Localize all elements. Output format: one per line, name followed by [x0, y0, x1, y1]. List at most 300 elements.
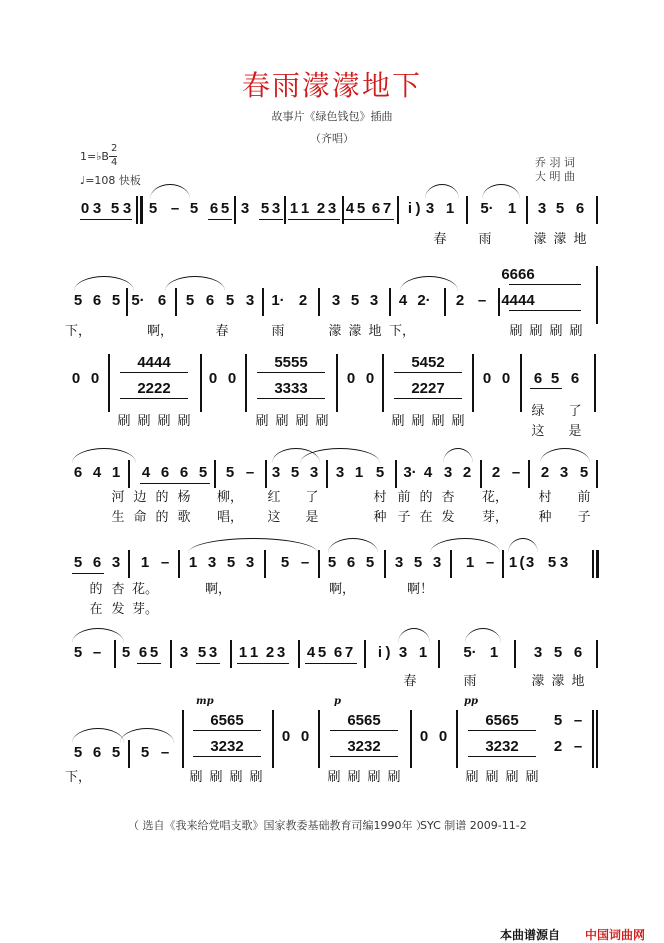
barline [514, 640, 516, 668]
lyric: 刷 [229, 770, 243, 785]
dynamic-p: p [334, 696, 341, 707]
note: 1 [418, 644, 428, 661]
note: 6 [157, 292, 167, 309]
barline [594, 354, 596, 412]
barline [265, 460, 267, 488]
note: 6 [371, 200, 381, 217]
lyric: 绿 [531, 404, 545, 419]
slur [443, 448, 473, 463]
note: 5 [550, 370, 560, 387]
beam [288, 219, 340, 220]
barline [170, 640, 172, 668]
lyric: 在 [89, 602, 103, 617]
beam [120, 398, 188, 399]
slur [425, 184, 459, 199]
rest: 0 [300, 728, 310, 745]
lyric: 地 [573, 232, 587, 247]
lyric: 刷 [505, 770, 519, 785]
chord-top: 4444 [137, 354, 171, 371]
note: 3 [276, 644, 286, 661]
note: 4 [306, 644, 316, 661]
barline [245, 354, 247, 412]
note: 5 [327, 554, 337, 571]
note: 3 [398, 644, 408, 661]
barline [336, 354, 338, 412]
lyric: 的 [89, 582, 103, 597]
chord-bottom: 2222 [137, 380, 171, 397]
note: 3 [271, 200, 281, 217]
rest: 0 [365, 370, 375, 387]
beam [80, 219, 132, 220]
note: 1 [300, 200, 310, 217]
note: 3 [537, 200, 547, 217]
lyric: 下， [388, 324, 416, 339]
lyric: 刷 [177, 414, 191, 429]
lyric: 种 [373, 510, 387, 525]
note: 7 [382, 200, 392, 217]
slur [72, 448, 136, 463]
beam [193, 730, 261, 731]
lyric: 啊， [328, 582, 356, 597]
note: 5 [189, 200, 199, 217]
rest: 0 [438, 728, 448, 745]
beam [193, 756, 261, 757]
note: 6 [179, 464, 189, 481]
lyric: 啊， [146, 324, 174, 339]
barline [397, 196, 399, 224]
note: 6 [92, 554, 102, 571]
lyric: 刷 [117, 414, 131, 429]
lyrics-line-5 [0, 506, 664, 528]
note: 5 [553, 712, 563, 729]
note: 3 [309, 464, 319, 481]
chord-top: 6565 [347, 712, 381, 729]
lyricist: 乔 羽 词 [535, 156, 575, 169]
note: 2 [316, 200, 326, 217]
lyrics-line-7 [0, 670, 664, 692]
note: 3 [369, 292, 379, 309]
lyric: 下， [64, 770, 92, 785]
time-signature-top: 2 [111, 143, 118, 154]
lyric: 刷 [411, 414, 425, 429]
note: 3 [425, 200, 435, 217]
lyric: 刷 [249, 770, 263, 785]
lyric: 刷 [387, 770, 401, 785]
note: 3 [533, 644, 543, 661]
note: 5 [197, 644, 207, 661]
barline [136, 196, 138, 224]
beam [330, 756, 398, 757]
note: 3 [245, 292, 255, 309]
lyric: 刷 [465, 770, 479, 785]
slur [150, 184, 190, 199]
chord-row-7 [0, 708, 664, 772]
note: 5 [111, 292, 121, 309]
lyric: 刷 [485, 770, 499, 785]
note: 3 [111, 554, 121, 571]
lyric: 刷 [157, 414, 171, 429]
note: – [160, 554, 170, 571]
chord-bottom: 2227 [411, 380, 445, 397]
beam [509, 310, 581, 311]
note: ( [519, 554, 525, 571]
lyric: 在 [419, 510, 433, 525]
note: i [377, 644, 383, 661]
rest: 0 [281, 728, 291, 745]
beam [305, 663, 357, 664]
note: 1 [445, 200, 455, 217]
note: 1 [289, 200, 299, 217]
repeat-barline [596, 550, 599, 578]
lyric: 刷 [569, 324, 583, 339]
note: 3 [245, 554, 255, 571]
note: 5 [555, 200, 565, 217]
chord-top: 6666 [501, 266, 535, 283]
note: 5 [110, 200, 120, 217]
lyric: 红 [267, 490, 281, 505]
note: 1 [111, 464, 121, 481]
lyric: 这 [531, 424, 545, 439]
barline [592, 550, 594, 578]
note: 5· [463, 644, 477, 661]
note: 5 [148, 200, 158, 217]
note: 5 [356, 200, 366, 217]
maker-credit: SYC 制谱 2009-11-2 [420, 819, 527, 832]
lyric: 濛 [553, 232, 567, 247]
lyric: 啊！ [406, 582, 434, 597]
note: 3 [335, 464, 345, 481]
lyric: 濛 [328, 324, 342, 339]
slur [540, 448, 590, 463]
barline [480, 460, 482, 488]
barline [128, 460, 130, 488]
subtitle: 故事片《绿色钱包》插曲 [271, 110, 393, 123]
chord-bottom: 3232 [210, 738, 244, 755]
lyric: 刷 [189, 770, 203, 785]
note: 2 [298, 292, 308, 309]
lyric: 子 [577, 510, 591, 525]
rest: 0 [71, 370, 81, 387]
beam [259, 219, 283, 220]
lyric: 唱， [216, 510, 244, 525]
note: 3 [122, 200, 132, 217]
lyric: 刷 [549, 324, 563, 339]
note: 6 [346, 554, 356, 571]
lyrics-line-8 [0, 766, 664, 788]
lyric: 命 [133, 510, 147, 525]
note: 5 [111, 744, 121, 761]
slur [465, 628, 501, 643]
beam [120, 372, 188, 373]
barline [230, 640, 232, 668]
beam [344, 219, 394, 220]
barline [108, 354, 110, 412]
barline [214, 460, 216, 488]
source-credit: （ 选自《我来给党唱支歌》国家教委基础教育司编1990年 ） [128, 819, 427, 832]
score-row-1 [0, 192, 664, 232]
repeat-barline [140, 196, 143, 224]
barline [178, 550, 180, 578]
barline [272, 710, 274, 768]
note: 5 [317, 644, 327, 661]
slur [482, 184, 520, 199]
barline [298, 640, 300, 668]
note: 2 [462, 464, 472, 481]
note: 3 [271, 464, 281, 481]
note: 5 [149, 644, 159, 661]
note: 2 [553, 738, 563, 755]
note: 3 [525, 554, 535, 571]
rest: 0 [346, 370, 356, 387]
note: 4 [345, 200, 355, 217]
note: 5 [73, 554, 83, 571]
lyric: 濛 [533, 232, 547, 247]
lyric: 刷 [451, 414, 465, 429]
note: 1 [465, 554, 475, 571]
barline [200, 354, 202, 412]
chord-top: 5555 [274, 354, 308, 371]
lyric: 的 [155, 510, 169, 525]
note: 1 [489, 644, 499, 661]
note: 6 [533, 370, 543, 387]
note: 1 [508, 554, 518, 571]
rest: 0 [482, 370, 492, 387]
composer: 大 明 曲 [535, 170, 575, 183]
slur [72, 628, 124, 643]
lyric: 雨 [463, 674, 477, 689]
note: 6 [73, 464, 83, 481]
beam [468, 730, 536, 731]
note: 6 [205, 292, 215, 309]
barline [382, 354, 384, 412]
chord-bottom: 3333 [274, 380, 308, 397]
lyric: 刷 [295, 414, 309, 429]
lyric: 春 [215, 324, 229, 339]
barline [364, 640, 366, 668]
note: – [477, 292, 487, 309]
note: 3 [331, 292, 341, 309]
note: ) [385, 644, 391, 661]
chord-top: 6565 [210, 712, 244, 729]
note: 1 [249, 644, 259, 661]
lyric: 是 [568, 424, 582, 439]
note: 1 [188, 554, 198, 571]
lyric: 的 [155, 490, 169, 505]
note: – [170, 200, 180, 217]
lyric: 了 [568, 404, 582, 419]
note: 2 [455, 292, 465, 309]
note: 1 [238, 644, 248, 661]
lyric: 刷 [525, 770, 539, 785]
note: 1 [140, 554, 150, 571]
note: i [407, 200, 413, 217]
note: 3 [92, 200, 102, 217]
chord-top: 6565 [485, 712, 519, 729]
chord-bottom: 3232 [347, 738, 381, 755]
slur [300, 448, 380, 463]
note: 5 [553, 644, 563, 661]
beam [137, 663, 161, 664]
barline [284, 196, 286, 224]
lyric: 刷 [327, 770, 341, 785]
key-signature: 1=♭B [80, 150, 109, 163]
slur [508, 538, 538, 553]
note: 6 [575, 200, 585, 217]
note: 5· [480, 200, 494, 217]
note: – [485, 554, 495, 571]
note: 5 [280, 554, 290, 571]
lyric: 刷 [509, 324, 523, 339]
beam [394, 372, 462, 373]
note: – [245, 464, 255, 481]
lyrics-line-2 [0, 320, 664, 342]
barline [466, 196, 468, 224]
rest: 0 [501, 370, 511, 387]
chord-bottom: 4444 [501, 292, 535, 309]
chord-top: 5452 [411, 354, 445, 371]
lyric: 的 [419, 490, 433, 505]
note: 6 [570, 370, 580, 387]
barline [410, 710, 412, 768]
lyric: 地 [368, 324, 382, 339]
note: 3 [240, 200, 250, 217]
lyric: 河 [111, 490, 125, 505]
note: – [300, 554, 310, 571]
note: 0 [80, 200, 90, 217]
note: 2 [491, 464, 501, 481]
note: 3· [403, 464, 417, 481]
barline [450, 550, 452, 578]
beam [257, 372, 325, 373]
lyric: 刷 [431, 414, 445, 429]
lyric: 刷 [275, 414, 289, 429]
barline [592, 710, 594, 768]
barline [395, 460, 397, 488]
note: 4 [92, 464, 102, 481]
note: 4 [423, 464, 433, 481]
lyric: 刷 [347, 770, 361, 785]
note: 6 [92, 292, 102, 309]
lyric: 春 [433, 232, 447, 247]
note: 5 [73, 292, 83, 309]
barline [596, 196, 598, 224]
lyric: 濛 [348, 324, 362, 339]
note: 1· [271, 292, 285, 309]
note: 5 [140, 744, 150, 761]
chord-bottom: 3232 [485, 738, 519, 755]
beam [72, 573, 104, 574]
lyric: 这 [267, 510, 281, 525]
note: 3 [207, 554, 217, 571]
barline [520, 354, 522, 412]
lyric: 种 [538, 510, 552, 525]
beam [196, 663, 220, 664]
lyric: 了 [305, 490, 319, 505]
note: 5 [365, 554, 375, 571]
note: 6 [573, 644, 583, 661]
note: 5 [225, 292, 235, 309]
beam [237, 663, 289, 664]
lyric: 柳， [216, 490, 244, 505]
tempo-marking: ♩=108 快板 [80, 174, 141, 187]
note: 5 [290, 464, 300, 481]
lyric: 前 [397, 490, 411, 505]
lyric: 花。 [131, 582, 159, 597]
lyric: 村 [538, 490, 552, 505]
barline [472, 354, 474, 412]
note: 3 [208, 644, 218, 661]
beam [530, 388, 562, 389]
barline [234, 196, 236, 224]
chord-measure-a [0, 264, 664, 328]
lyric: 边 [133, 490, 147, 505]
barline [318, 550, 320, 578]
note: 3 [432, 554, 442, 571]
time-signature-bottom: 4 [111, 157, 118, 168]
barline [528, 460, 530, 488]
footer-source: 本曲谱源自 [500, 928, 561, 942]
note: 3 [559, 464, 569, 481]
barline [384, 550, 386, 578]
lyric: 生 [111, 510, 125, 525]
beam [140, 483, 210, 484]
lyric: 雨 [271, 324, 285, 339]
barline [502, 550, 504, 578]
note: 1 [507, 200, 517, 217]
slur [188, 538, 318, 553]
lyric: 下， [64, 324, 92, 339]
note: 5 [375, 464, 385, 481]
footer-site-link[interactable]: 中国词曲网 [585, 928, 646, 942]
lyric: 雨 [478, 232, 492, 247]
note: 3 [559, 554, 569, 571]
note: 2 [265, 644, 275, 661]
lyric: 芽， [481, 510, 509, 525]
note: 6 [209, 200, 219, 217]
note: 3 [327, 200, 337, 217]
note: – [160, 744, 170, 761]
note: – [511, 464, 521, 481]
lyrics-line-4 [0, 486, 664, 508]
lyric: 刷 [367, 770, 381, 785]
note: 5 [198, 464, 208, 481]
note: 5 [413, 554, 423, 571]
rest: 0 [419, 728, 429, 745]
barline [456, 710, 458, 768]
note: ) [415, 200, 421, 217]
lyric: 杏 [441, 490, 455, 505]
barline [596, 460, 598, 488]
beam [509, 284, 581, 285]
barline [526, 196, 528, 224]
lyrics-line-6b [0, 598, 664, 620]
dynamic-pp: pp [464, 696, 478, 707]
note: – [92, 644, 102, 661]
note: 7 [344, 644, 354, 661]
note: 5 [225, 464, 235, 481]
performance-note: （齐唱） [310, 132, 354, 145]
lyric: 刷 [315, 414, 329, 429]
note: 2 [540, 464, 550, 481]
note: 5· [131, 292, 145, 309]
lyric: 花， [481, 490, 509, 505]
note: 6 [333, 644, 343, 661]
lyrics-line-1 [0, 228, 664, 250]
lyric: 地 [571, 674, 585, 689]
barline [182, 710, 184, 768]
chord-row-3 [0, 352, 664, 416]
slur [328, 538, 378, 553]
